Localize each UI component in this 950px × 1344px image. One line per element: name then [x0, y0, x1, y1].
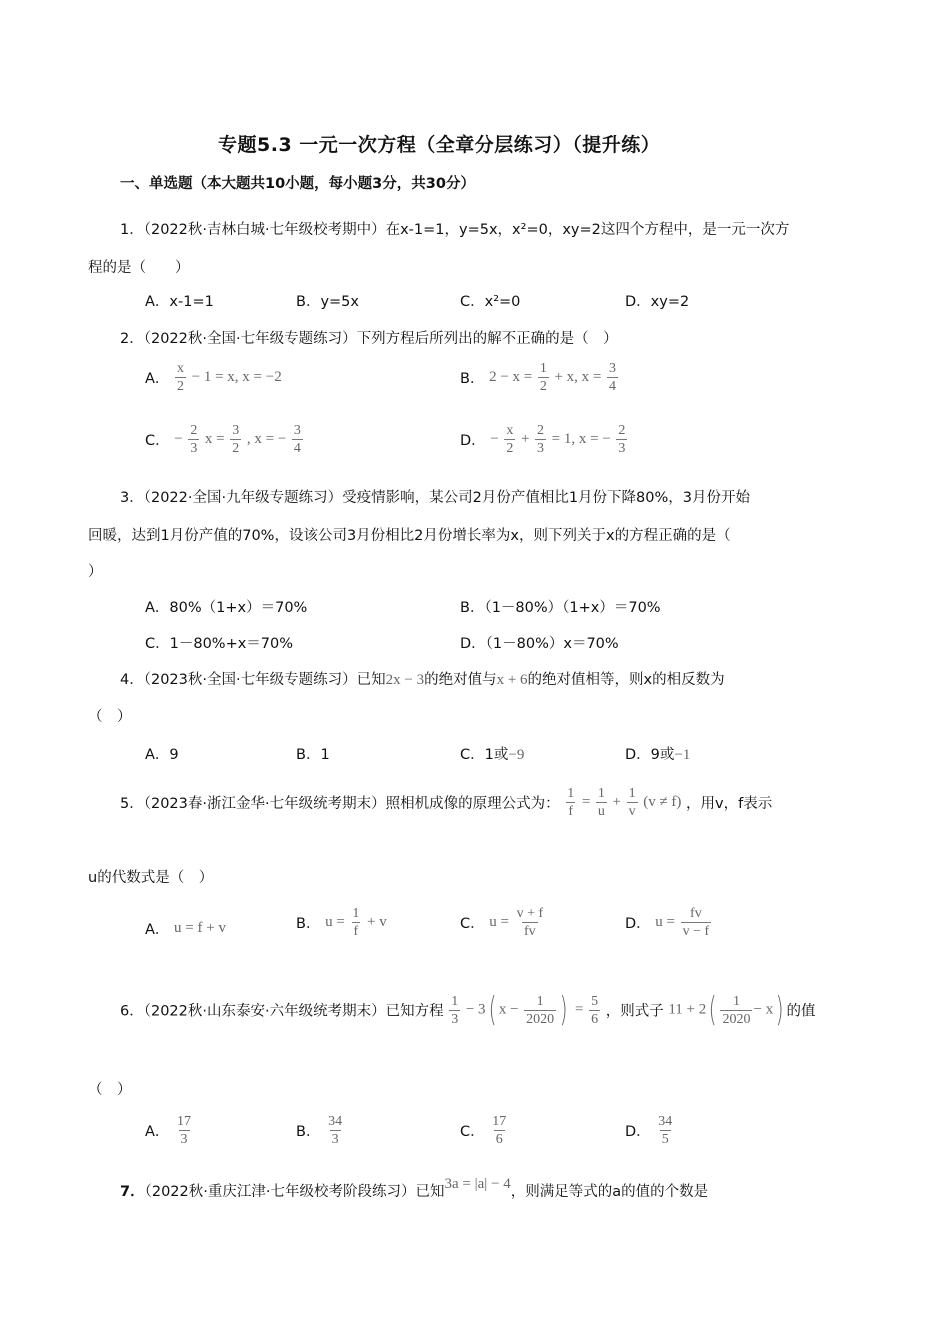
math-text: u = — [325, 914, 345, 930]
option-label: C． — [460, 916, 485, 932]
option-label: A． — [145, 1124, 170, 1140]
math-text: x + 6 — [496, 672, 528, 688]
q4-option-b[interactable]: B．1 — [296, 747, 330, 763]
question-number: 4． — [120, 672, 144, 688]
question-text: （2023春·浙江金华·七年级统考期末）照相机成像的原理公式为： — [143, 796, 560, 812]
q2-option-d[interactable] — [460, 422, 628, 457]
math-text: x = — [204, 431, 225, 447]
fraction: $\frac{3}{4}$ — [608, 361, 616, 394]
question-text: （2022秋·重庆江津·七年级校考阶段练习）已知 — [144, 1184, 445, 1200]
q5-option-d[interactable] — [625, 905, 712, 940]
math-text: −9 — [508, 747, 525, 763]
option-label: C． — [460, 1124, 485, 1140]
q6-option-a[interactable] — [145, 1113, 194, 1148]
fraction: $\frac{3}{4}$ — [293, 423, 301, 456]
math-text: (v ≠ f) — [643, 794, 682, 810]
fraction: $\frac{2}{3}$ — [537, 423, 545, 456]
question-6-line1 — [120, 990, 815, 1030]
math-text: − 3 — [465, 1001, 486, 1018]
fraction: $\frac{1}{3}$ — [451, 993, 459, 1027]
question-number: 3． — [120, 490, 144, 506]
math-text: 2 − x = — [489, 369, 533, 385]
fraction: $\frac{fv}{v - f}$ — [682, 906, 710, 939]
q5-option-a[interactable] — [145, 918, 226, 939]
fraction: $\frac{1}{f}$ — [352, 906, 360, 939]
math-text: , x = − — [246, 431, 287, 447]
question-text: （2022·全国·九年级专题练习）受疫情影响，某公司2月份产值相比1月份下降80%，3月份开始 — [143, 490, 751, 506]
option-text: D．9或 — [625, 747, 675, 763]
q1-option-b[interactable]: B．y=5x — [296, 294, 359, 310]
question-text: ，则满足等式的a的值的个数是 — [510, 1184, 709, 1200]
q3-option-d[interactable]: D．（1－80%）x＝70% — [460, 636, 619, 652]
question-4-line2: （ ） — [88, 709, 132, 725]
q6-option-d[interactable] — [625, 1113, 675, 1148]
question-text: ，用v，f表示 — [686, 796, 773, 812]
option-label: D． — [460, 433, 486, 449]
fraction: $\frac{1}{2020}$ — [722, 993, 751, 1027]
question-7-line1 — [120, 1176, 709, 1201]
question-text: （2022秋·山东泰安·六年级统考期末）已知方程 — [143, 1003, 444, 1020]
fraction: $\frac{2}{3}$ — [618, 423, 626, 456]
math-text: 3a = |a| − 4 — [444, 1176, 511, 1192]
q5-option-c[interactable] — [460, 905, 546, 940]
q5-option-b[interactable] — [296, 905, 387, 940]
q3-option-c[interactable]: C．1－80%+x＝70% — [145, 636, 294, 652]
q4-option-d[interactable] — [625, 743, 690, 764]
q3-option-a[interactable]: A．80%（1+x）＝70% — [145, 600, 308, 616]
section-heading: 一、单选题（本大题共10小题，每小题3分，共30分） — [120, 176, 475, 192]
question-5-line2: u的代数式是（ ） — [88, 870, 214, 886]
fraction: $\frac{x}{2}$ — [506, 423, 514, 456]
question-text: ，则式子 — [605, 1003, 664, 1020]
q6-option-c[interactable] — [460, 1113, 509, 1148]
paren-left: ( — [488, 990, 497, 1030]
math-text: 2x − 3 — [385, 672, 425, 688]
question-text: 的值 — [786, 1003, 816, 1020]
question-number: 2． — [120, 331, 144, 347]
question-number: 6． — [120, 1003, 144, 1020]
math-text: = — [575, 1001, 584, 1018]
question-2 — [120, 327, 618, 348]
question-number: 7． — [120, 1184, 145, 1200]
fraction: $\frac{17}{6}$ — [492, 1114, 507, 1147]
fraction: $\frac{34}{3}$ — [328, 1114, 343, 1147]
math-text: − — [490, 431, 499, 447]
math-text: + — [612, 794, 621, 810]
question-1-line2: 程的是（ ） — [88, 260, 190, 276]
question-text: 的绝对值与 — [424, 672, 497, 688]
question-1-line1 — [120, 218, 789, 239]
question-number: 1． — [120, 222, 144, 238]
paren-right: ) — [559, 990, 568, 1030]
q4-option-a[interactable]: A．9 — [145, 747, 179, 763]
paren-right: ) — [775, 990, 784, 1030]
math-text: − — [174, 431, 183, 447]
fraction: $\frac{17}{3}$ — [177, 1114, 192, 1147]
q4-option-c[interactable] — [460, 743, 524, 764]
question-3-line2: 回暖，达到1月份产值的70%，设该公司3月份相比2月份增长率为x，则下列关于x的方程正确的是（ — [88, 528, 731, 544]
question-number: 5． — [120, 796, 144, 812]
math-text: u = — [489, 914, 509, 930]
math-text: x − — [498, 1001, 519, 1018]
fraction: $\frac{2}{3}$ — [190, 423, 198, 456]
option-label: C． — [145, 433, 170, 449]
fraction: $\frac{34}{5}$ — [658, 1114, 673, 1147]
math-text: 11 + 2 — [668, 1001, 707, 1018]
question-text: （2023秋·全国·七年级专题练习）已知 — [143, 672, 386, 688]
fraction: $\frac{1}{u}$ — [597, 786, 605, 819]
q1-option-d[interactable]: D．xy=2 — [625, 294, 690, 310]
q2-option-a[interactable] — [145, 360, 282, 395]
option-label: B． — [296, 1124, 321, 1140]
fraction: $\frac{1}{2}$ — [539, 361, 547, 394]
option-label: B． — [460, 371, 485, 387]
option-text: C．1或 — [460, 747, 509, 763]
q2-option-b[interactable] — [460, 360, 619, 395]
option-label: D． — [625, 1124, 651, 1140]
fraction: $\frac{1}{f}$ — [567, 786, 575, 819]
q3-option-b[interactable]: B．（1－80%）（1+x）＝70% — [460, 600, 661, 616]
math-text: + v — [367, 914, 387, 930]
question-text: （2022秋·全国·七年级专题练习）下列方程后所列出的解不正确的是（ ） — [143, 331, 618, 347]
fraction: $\frac{5}{6}$ — [591, 993, 599, 1027]
math-text: u = f + v — [174, 920, 226, 936]
q2-option-c[interactable] — [145, 422, 304, 457]
fraction: $\frac{x}{2}$ — [177, 361, 185, 394]
math-text: u = — [655, 914, 675, 930]
question-text: 的绝对值相等，则x的相反数为 — [527, 672, 725, 688]
math-text: = — [581, 794, 591, 810]
paren-left: ( — [708, 990, 717, 1030]
q1-option-a[interactable]: A．x-1=1 — [145, 294, 214, 310]
question-3-line1 — [120, 486, 750, 507]
q6-option-b[interactable] — [296, 1113, 345, 1148]
math-text: = 1, x = − — [551, 431, 611, 447]
fraction: $\frac{1}{2020}$ — [526, 993, 555, 1027]
question-5-line1 — [120, 785, 772, 820]
math-text: −1 — [674, 747, 691, 763]
question-3-line3: ） — [88, 564, 103, 580]
option-label: A． — [145, 922, 170, 938]
q1-option-c[interactable]: C．x²=0 — [460, 294, 521, 310]
fraction: $\frac{v + f}{fv}$ — [516, 906, 544, 939]
option-label: D． — [625, 916, 651, 932]
question-6-line2: （ ） — [88, 1082, 132, 1098]
option-label: A． — [145, 371, 170, 387]
math-text: + x, x = — [554, 369, 602, 385]
question-4-line1 — [120, 668, 725, 689]
fraction: $\frac{3}{2}$ — [232, 423, 240, 456]
math-text: + — [520, 431, 530, 447]
question-text: （2022秋·吉林白城·七年级校考期中）在x-1=1，y=5x，x²=0，xy=2这四个方程中，是一元一次方 — [143, 222, 790, 238]
math-text: − x — [753, 1001, 774, 1018]
page-title: 专题5.3 一元一次方程（全章分层练习）（提升练） — [218, 134, 661, 156]
math-text: − 1 = x, x = −2 — [191, 369, 282, 385]
fraction: $\frac{1}{v}$ — [628, 786, 636, 819]
option-label: B． — [296, 916, 321, 932]
